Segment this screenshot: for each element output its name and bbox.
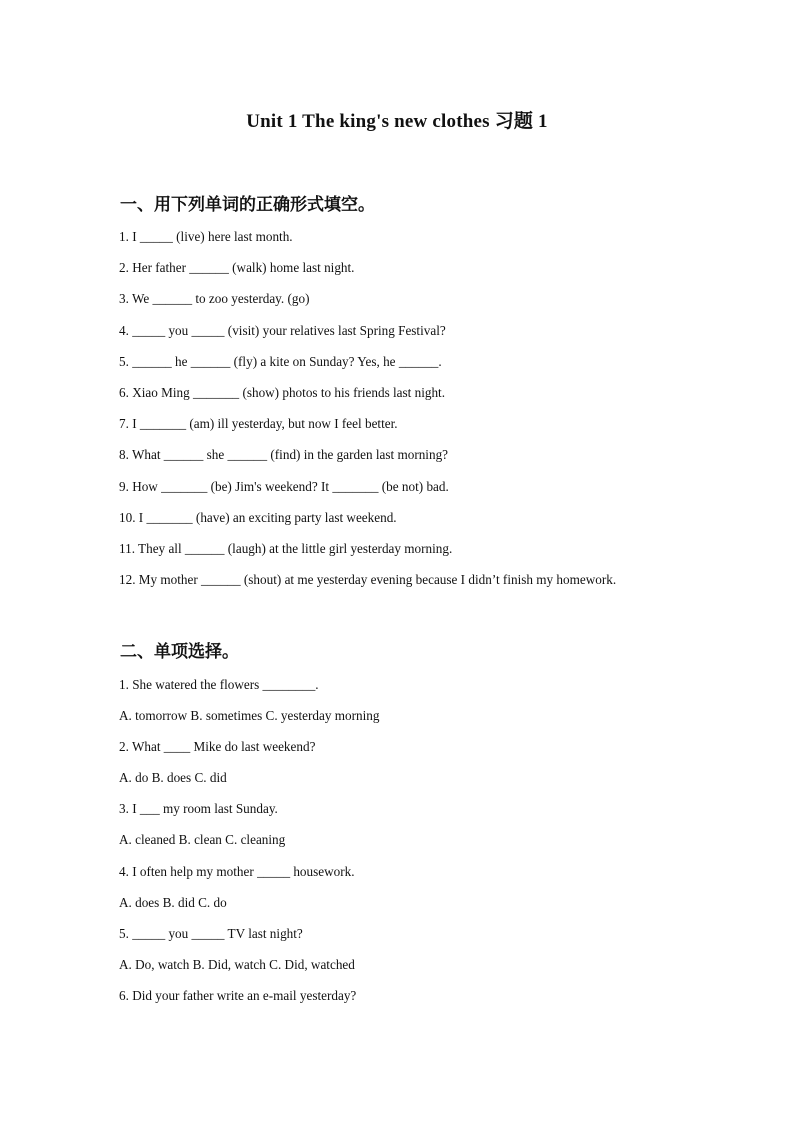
- question-item: 4. _____ you _____ (visit) your relatives last Spring Festival?: [119, 322, 446, 338]
- question-item: 6. Xiao Ming _______ (show) photos to his friends last night.: [119, 384, 446, 400]
- question-item: 8. What ______ she ______ (find) in the garden last morning?: [119, 447, 449, 463]
- question-item: 2. Her father ______ (walk) home last night.: [119, 260, 355, 276]
- multiple-choice-question-list: [119, 675, 719, 1017]
- question-item: 1. She watered the flowers ________.: [119, 677, 319, 692]
- question-item: 10. I _______ (have) an exciting party last weekend.: [119, 509, 397, 525]
- page-title: Unit 1 The king's new clothes 习题 1: [246, 111, 548, 132]
- question-item: 9. How _______ (be) Jim's weekend? It _______ (be not) bad.: [119, 478, 449, 494]
- question-item: 1. I _____ (live) here last month.: [119, 229, 293, 244]
- question-item: 3. I ___ my room last Sunday.: [119, 801, 278, 817]
- question-item: 2. What ____ Mike do last weekend?: [119, 739, 316, 755]
- section-heading-fill-in: 一、用下列单词的正确形式填空。: [120, 195, 375, 215]
- question-item: 6. Did your father write an e-mail yesterday?: [119, 987, 357, 1003]
- question-item: 4. I often help my mother _____ housework.: [119, 863, 355, 879]
- answer-options: A. Do, watch B. Did, watch C. Did, watched: [119, 956, 355, 972]
- answer-options: A. do B. does C. did: [119, 770, 227, 786]
- question-item: 5. ______ he ______ (fly) a kite on Sunday? Yes, he ______.: [119, 353, 442, 369]
- question-item: 3. We ______ to zoo yesterday. (go): [119, 291, 310, 307]
- question-item: 11. They all ______ (laugh) at the little girl yesterday morning.: [119, 540, 453, 556]
- question-item: 7. I _______ (am) ill yesterday, but now I feel better.: [119, 416, 398, 432]
- answer-options: A. does B. did C. do: [119, 894, 227, 910]
- answer-options: A. tomorrow B. sometimes C. yesterday morning: [119, 708, 380, 724]
- fill-in-question-list: [119, 227, 719, 601]
- question-item: 12. My mother ______ (shout) at me yesterday evening because I didn’t finish my homework.: [119, 572, 617, 588]
- section-heading-multiple-choice: 二、单项选择。: [120, 642, 239, 662]
- answer-options: A. cleaned B. clean C. cleaning: [119, 832, 286, 848]
- question-item: 5. _____ you _____ TV last night?: [119, 925, 303, 941]
